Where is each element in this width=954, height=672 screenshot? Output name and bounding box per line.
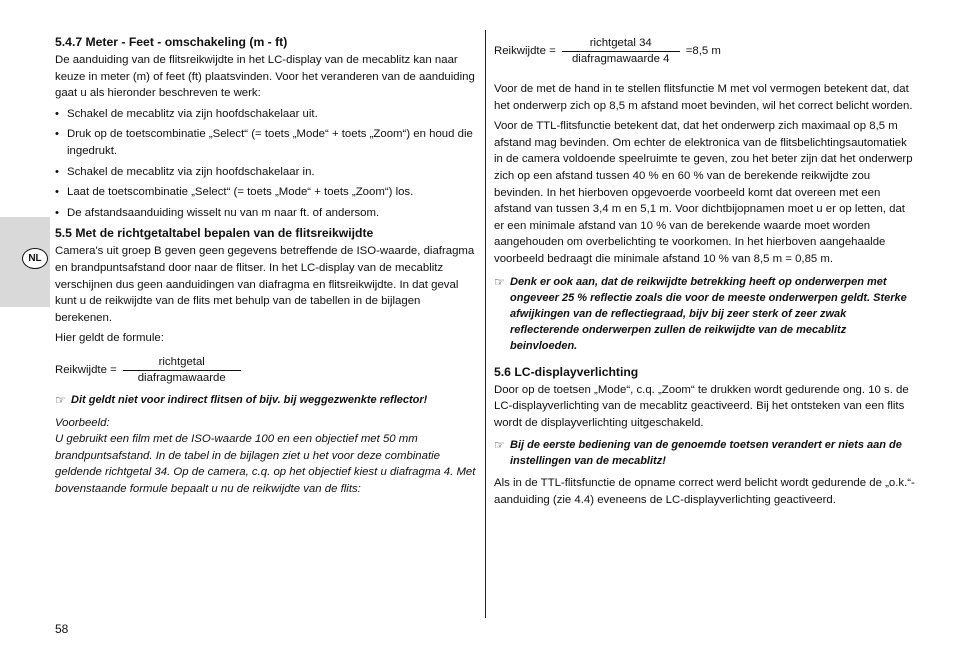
formula-numerator: richtgetal: [158, 355, 205, 368]
list-item: • Schakel de mecablitz via zijn hoofdschakelaar in.: [55, 164, 477, 181]
pointing-hand-icon: ☞: [494, 274, 505, 289]
formula-denominator: diafragmawaarde: [137, 371, 226, 384]
formula-denominator: diafragmawaarde 4: [571, 53, 670, 65]
formula-label: Reikwijdte =: [494, 45, 556, 58]
note: [55, 392, 477, 409]
section-title-guide-number: 5.5 Met de richtgetaltabel bepalen van de flitsreikwijdte: [55, 226, 374, 241]
note-text: Bij de eerste bediening van de genoemde toetsen verandert er niets aan de instellingen van de mecablitz!: [510, 439, 902, 468]
note-text: Dit geldt niet voor indirect flitsen of bijv. bij weggezwenkte reflector!: [71, 393, 428, 406]
section-intro: De aanduiding van de flitsreikwijdte in het LC-display van de mecablitz kan naar keuze in meter (m) of feet (ft) plaatsvinden. Voor het veranderen van de aanduiding gaat u als hieronder beschreven te werk:: [55, 54, 475, 100]
list-item: • Druk op de toetscombinatie „Select“ (= toets „Mode“ + toets „Zoom“) en houd die ingedrukt.: [55, 126, 477, 159]
paragraph: Voor de TTL-flitsfunctie betekent dat, dat het onderwerp zich maximaal op 8,5 m afstand mag bevinden. Om echter de elektronica van de flitsbelichtingsautomatiek in de camera voldoende speelruimte te geven, zou het beter zijn dat het onderwerp zich op een afstand tussen 40 % en 60 % van de berekende reikwijdte zou bevinden. In het hierboven opgevoerde voorbeeld komt dat overeen met een afstand van tussen 3,4 m en 5,1 m. Voor dichtbijopnamen moet u er op letten, dat er een minimale afstand van 10 % van de berekende waarde moet worden aangehouden om overbelichting te voorkomen. In het hierboven aangehaalde voorbeeld bedraagt die minimale afstand 10 % van 8,5 m = 0,85 m.: [494, 120, 913, 265]
paragraph: Als in de TTL-flitsfunctie de opname correct werd belicht wordt gedurende de „o.k.“-aanduiding (zie 4.4) eveneens de LC-displayverlichting geactiveerd.: [494, 477, 915, 506]
formula-numerator: richtgetal 34: [589, 37, 652, 49]
page-number: 58: [55, 622, 69, 636]
list-item: • Laat de toetscombinatie „Select“ (= toets „Mode“ + toets „Zoom“) los.: [55, 184, 477, 201]
pointing-hand-icon: ☞: [55, 392, 66, 407]
section-body: Door op de toetsen „Mode“, c.q. „Zoom“ te drukken wordt gedurende ong. 10 s. de LC-displayverlichting van de mecablitz geactiveerd. Bij het ontsteken van een flits wordt de displayverlichting uitgeschakeld.: [494, 383, 909, 429]
note: [494, 437, 916, 469]
right-column: [494, 36, 916, 513]
list-item: • Schakel de mecablitz via zijn hoofdschakelaar uit.: [55, 106, 477, 123]
formula: [55, 355, 477, 386]
note: [494, 274, 916, 354]
note-text: Denk er ook aan, dat de reikwijdte betrekking heeft op onderwerpen met ongeveer 25 % reflectie zoals die voor de meeste onderwerpen geldt. Sterke afwijkingen van de reflectiegraad, bijv bij zeer sterk of zeer zwak reflecterende onderwerpen zullen de reikwijdte van de mecablitz beinvloeden.: [510, 275, 907, 352]
language-badge: NL: [22, 248, 48, 269]
formula-example: [494, 36, 916, 67]
formula-fraction: [123, 355, 241, 386]
example-label: Voorbeeld:: [55, 416, 110, 429]
formula-label: Reikwijdte =: [55, 364, 117, 377]
list-item: • De afstandsaanduiding wisselt nu van m naar ft. of andersom.: [55, 205, 477, 222]
column-divider: [485, 30, 486, 618]
formula-result: =8,5 m: [685, 45, 721, 58]
left-column: [55, 34, 477, 501]
paragraph: Voor de met de hand in te stellen flitsfunctie M met vol vermogen betekent dat, dat het onderwerp zich op 8,5 m afstand moet bevinden, wil het correct belicht worden.: [494, 83, 913, 112]
section-body: Camera's uit groep B geven geen gegevens betreffende de ISO-waarde, diafragma en brandpuntsafstand door naar de flitser. In het LC-display van de mecablitz verschijnen dus geen aanduidingen van diafragma en flitsreikwijdte. In dat geval kunt u de reikwijdte van de flits met behulp van de tabellen in de bijlagen berekenen.: [55, 245, 475, 324]
example-text: U gebruikt een film met de ISO-waarde 100 en een objectief met 50 mm brandpuntsafstand. In de tabel in de bijlagen ziet u het voor deze combinatie geldende richtgetal 34. Op de camera, c.q. op het objectief kiest u diafragma 4. Met bovenstaande formule bepaalt u nu de reikwijdte van de flits:: [55, 433, 476, 495]
section-title-meter-feet: 5.4.7 Meter - Feet - omschakeling (m - ft): [55, 35, 288, 49]
section-title-display-lighting: 5.6 LC-displayverlichting: [494, 364, 639, 379]
steps-list: [55, 106, 477, 222]
formula-intro: Hier geldt de formule:: [55, 332, 164, 345]
pointing-hand-icon: ☞: [494, 438, 505, 453]
formula-fraction: [562, 36, 680, 67]
